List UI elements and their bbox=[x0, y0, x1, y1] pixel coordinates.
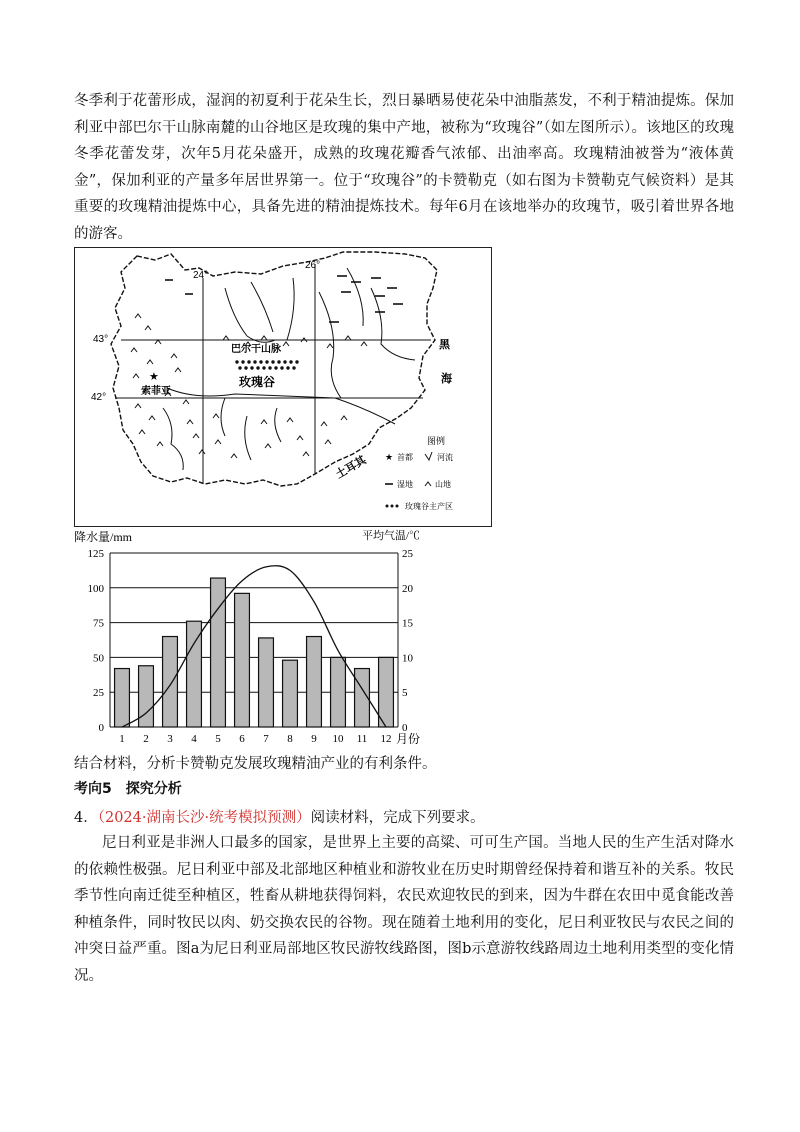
precip-bar bbox=[115, 669, 130, 727]
precip-bar bbox=[211, 578, 226, 727]
material-paragraph-1: 冬季利于花蕾形成，湿润的初夏利于花朵生长，烈日暴晒易使花朵中油脂蒸发，不利于精油提炼。保加利亚中部巴尔干山脉南麓的山谷地区是玫瑰的集中产地，被称为“玫瑰谷”（如左图所示）。该地区的玫瑰冬季花蕾发芽，次年5月花朵盛开，成熟的玫瑰花瓣香气浓郁、出油率高。玫瑰精油被誉为“液体黄金”，保加利亚的产量多年居世界第一。位于“玫瑰谷”的卡赞勒克（如右图为卡赞勒克气候资料）是其重要的玫瑰精油提炼中心，具备先进的精油提炼技术。每年6月在该地举办的玫瑰节，吸引着世界各地的游客。 bbox=[74, 93, 734, 242]
month-tick-label: 1 bbox=[119, 733, 125, 745]
month-tick-label: 4 bbox=[191, 733, 197, 745]
legend-rose-area-icon bbox=[386, 505, 399, 508]
question-source: （2024·湖南长沙·统考模拟预测） bbox=[97, 810, 311, 826]
lon-label-26: 26° bbox=[305, 260, 321, 271]
temp-tick-label: 25 bbox=[402, 548, 413, 560]
precip-tick-label: 125 bbox=[87, 548, 104, 560]
black-sea-label-1: 黑 bbox=[439, 339, 450, 351]
temperature-line bbox=[122, 566, 386, 727]
bulgaria-map bbox=[74, 247, 492, 527]
precip-bar bbox=[331, 657, 346, 727]
legend-rose-area-label: 玫瑰谷主产区 bbox=[405, 502, 453, 511]
material-paragraph-2: 尼日利亚是非洲人口最多的国家，是世界上主要的高粱、可可生产国。当地人民的生产生活对降水的依赖性极强。尼日利亚中部及北部地区种植业和游牧业在历史时期曾经保持着和谐互补的关系。牧民季节性向南迁徙至种植区，牲畜从耕地获得饲料，农民欢迎牧民的到来，因为牛群在农田中觅食能改善种植条件，同时牧民以肉、奶交换农民的谷物。现在随着土地利用的变化，尼日利亚牧民与农民之间的冲突日益严重。图a为尼日利亚局部地区牧民游牧线路图，图b示意游牧线路周边土地利用类型的变化情况。 bbox=[74, 835, 734, 984]
precip-bar bbox=[307, 637, 322, 727]
temp-tick-label: 0 bbox=[402, 722, 408, 734]
month-tick-label: 8 bbox=[287, 733, 293, 745]
precip-tick-label: 25 bbox=[93, 687, 104, 700]
turkey-label: 土耳其 bbox=[333, 454, 369, 482]
precip-bar bbox=[163, 637, 178, 727]
precip-bar bbox=[259, 638, 274, 727]
mountain-range-label: 巴尔干山脉 bbox=[231, 344, 281, 355]
map-legend bbox=[385, 435, 453, 511]
legend-mountain-label: 山地 bbox=[435, 480, 451, 489]
lon-label-24: 24° bbox=[193, 270, 209, 281]
temp-tick-label: 20 bbox=[402, 582, 413, 595]
month-axis-label: 月份 bbox=[396, 732, 421, 746]
temp-tick-label: 5 bbox=[402, 687, 408, 700]
precip-bar bbox=[139, 666, 154, 727]
precip-axis-label: 降水量/mm bbox=[74, 530, 133, 544]
capital-label: 索菲亚 bbox=[141, 386, 171, 397]
capital-star-icon: ★ bbox=[149, 371, 159, 383]
country-border bbox=[111, 252, 437, 486]
precip-bar bbox=[379, 657, 394, 727]
lat-label-43: 43° bbox=[93, 334, 109, 345]
month-tick-label: 6 bbox=[239, 733, 245, 745]
legend-river-label: 河流 bbox=[437, 453, 453, 462]
month-tick-label: 10 bbox=[332, 733, 344, 745]
question-4-header bbox=[74, 806, 485, 827]
precip-tick-label: 0 bbox=[98, 722, 104, 734]
month-tick-label: 7 bbox=[263, 733, 269, 745]
wetland-marks bbox=[165, 276, 403, 322]
legend-capital-icon: ★ bbox=[385, 452, 394, 462]
precip-tick-label: 50 bbox=[93, 652, 104, 665]
climate-chart bbox=[74, 527, 454, 753]
section-title: 考向5 探究分析 bbox=[74, 781, 182, 797]
temp-tick-label: 15 bbox=[402, 617, 413, 630]
question-number: 4． bbox=[74, 810, 98, 826]
question-instruction: 阅读材料，完成下列要求。 bbox=[310, 810, 485, 826]
precip-tick-label: 75 bbox=[93, 617, 104, 630]
rose-area-dots bbox=[235, 360, 298, 369]
legend-capital-label: 首都 bbox=[397, 453, 413, 462]
month-tick-label: 9 bbox=[311, 733, 317, 745]
legend-river-icon bbox=[425, 452, 432, 460]
lat-label-42: 42° bbox=[91, 392, 107, 403]
precip-bar bbox=[187, 621, 202, 727]
temp-axis-label: 平均气温/℃ bbox=[362, 530, 421, 542]
legend-mountain-icon bbox=[425, 482, 431, 486]
black-sea-label-2: 海 bbox=[441, 373, 452, 385]
temp-tick-label: 10 bbox=[402, 652, 413, 665]
month-tick-label: 12 bbox=[380, 733, 392, 745]
month-tick-label: 3 bbox=[167, 733, 173, 745]
precip-bar bbox=[283, 660, 298, 727]
rose-valley-label: 玫瑰谷 bbox=[239, 375, 276, 389]
legend-wetland-label: 湿地 bbox=[397, 480, 413, 489]
question-prompt: 结合材料，分析卡赞勒克发展玫瑰精油产业的有利条件。 bbox=[74, 756, 437, 772]
month-tick-label: 5 bbox=[215, 733, 221, 745]
precip-bar bbox=[235, 593, 250, 727]
precip-tick-label: 100 bbox=[87, 582, 104, 595]
month-tick-label: 2 bbox=[143, 733, 149, 745]
month-tick-label: 11 bbox=[356, 733, 368, 745]
legend-title: 图例 bbox=[427, 436, 446, 446]
